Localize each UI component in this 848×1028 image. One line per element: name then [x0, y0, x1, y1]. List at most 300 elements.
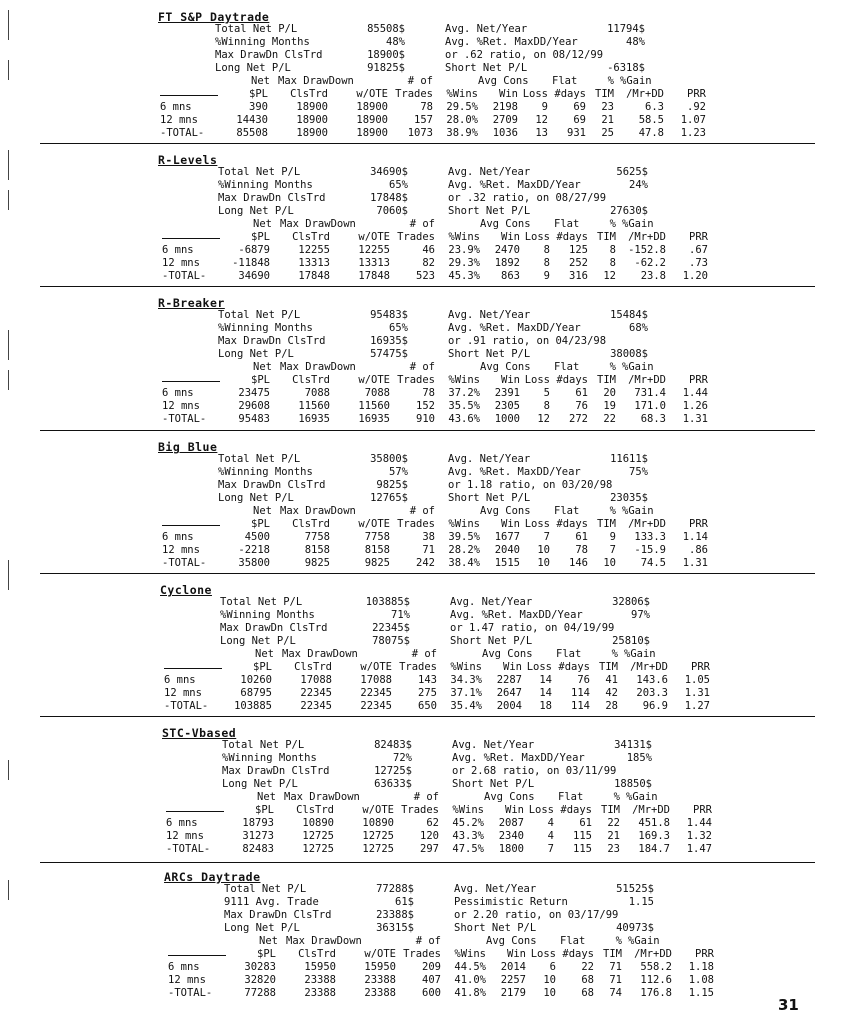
cell-period: 6 mns [160, 101, 192, 113]
header-pct-gain: %Gain [622, 361, 654, 373]
summary-label: Max DrawDn ClsTrd [218, 192, 326, 204]
cell-trades: 1073 [407, 127, 433, 139]
cell-period: 12 mns [168, 974, 206, 986]
cell-period: 12 mns [162, 544, 200, 556]
cell-wins: 43.3% [452, 830, 484, 842]
header-max-drawdown: Max DrawDown [282, 648, 358, 660]
cell-prr: 1.44 [686, 817, 712, 829]
section-divider [40, 286, 815, 287]
section-divider [40, 143, 815, 144]
cell-period: 6 mns [162, 387, 194, 399]
cell-wins: 41.8% [454, 987, 486, 999]
summary-value: 65% [389, 179, 408, 191]
header-avg-cons: Avg Cons [486, 935, 537, 947]
cell-cons: 4 [547, 817, 554, 829]
cell-cons: 8 [543, 257, 550, 269]
cell-wins: 41.0% [454, 974, 486, 986]
header-num-of: # of [409, 218, 435, 230]
summary-label: Max DrawDn ClsTrd [215, 49, 323, 61]
cell-trades: 38 [422, 531, 435, 543]
summary-right-label: or .62 ratio, on 08/12/99 [445, 49, 604, 61]
cell-gain: 58.5 [638, 114, 664, 126]
header-underline [162, 525, 220, 526]
header-win: Win [503, 661, 522, 673]
cell-days: 68 [581, 987, 594, 999]
header-clstrd: ClsTrd [296, 804, 334, 816]
cell-gain: 133.3 [634, 531, 666, 543]
header-underline [160, 95, 218, 96]
cell-gain: 169.3 [638, 830, 670, 842]
header-tim: TIM [595, 88, 614, 100]
header-prr: PRR [695, 948, 714, 960]
header-wote: w/OTE [358, 518, 390, 530]
cell-tim: 20 [603, 387, 616, 399]
cell-days: 69 [573, 101, 586, 113]
cell-clstrd: 22345 [300, 687, 332, 699]
cell-gain: 47.8 [638, 127, 664, 139]
header-pct: % [615, 935, 622, 947]
summary-value: 103885$ [365, 596, 410, 608]
cell-net: 31273 [242, 830, 274, 842]
summary-right-label: Avg. Net/Year [452, 739, 535, 751]
summary-label: Long Net P/L [224, 922, 300, 934]
cell-wote: 18900 [356, 101, 388, 113]
cell-wins: 23.9% [448, 244, 480, 256]
cell-win: 2391 [494, 387, 520, 399]
header-max-drawdown: Max DrawDown [278, 75, 354, 87]
cell-clstrd: 18900 [296, 127, 328, 139]
cell-clstrd: 7758 [304, 531, 330, 543]
summary-label: Total Net P/L [224, 883, 307, 895]
header-tim: TIM [597, 518, 616, 530]
cell-days: 114 [571, 700, 590, 712]
cell-clstrd: 12725 [302, 843, 334, 855]
summary-right-label: or 2.20 ratio, on 03/17/99 [454, 909, 619, 921]
summary-right-label: Avg. Net/Year [454, 883, 537, 895]
header-wote: w/OTE [358, 374, 390, 386]
cell-cons: 10 [543, 987, 556, 999]
header-max-drawdown: Max DrawDown [286, 935, 362, 947]
summary-right-label: or .91 ratio, on 04/23/98 [448, 335, 607, 347]
summary-value: 77288$ [376, 883, 414, 895]
cell-tim: 22 [603, 413, 616, 425]
header-loss: Loss [530, 948, 556, 960]
header-loss: Loss [528, 804, 554, 816]
header-wote: w/OTE [356, 88, 388, 100]
cell-tim: 12 [603, 270, 616, 282]
summary-right-label: or .32 ratio, on 08/27/99 [448, 192, 607, 204]
cell-prr: 1.20 [682, 270, 708, 282]
cell-wote: 17088 [360, 674, 392, 686]
cell-tim: 21 [607, 830, 620, 842]
summary-label: %Winning Months [218, 466, 313, 478]
header-underline [162, 238, 220, 239]
summary-value: 18900$ [367, 49, 405, 61]
header-tim: TIM [603, 948, 622, 960]
header-underline [164, 668, 222, 669]
cell-wins: 34.3% [450, 674, 482, 686]
summary-label: Total Net P/L [218, 453, 301, 465]
strategy-section [0, 153, 848, 293]
summary-label: %Winning Months [222, 752, 317, 764]
header-avg-cons: Avg Cons [480, 218, 531, 230]
cell-win: 2305 [494, 400, 520, 412]
header-spl: $PL [251, 374, 270, 386]
header-mrdd: /Mr+DD [630, 661, 668, 673]
header-loss: Loss [524, 374, 550, 386]
header-wins: %Wins [454, 948, 486, 960]
summary-label: Max DrawDn ClsTrd [220, 622, 328, 634]
cell-prr: 1.05 [684, 674, 710, 686]
summary-value: 23388$ [376, 909, 414, 921]
cell-net: 77288 [244, 987, 276, 999]
cell-wins: 45.3% [448, 270, 480, 282]
cell-gain: 171.0 [634, 400, 666, 412]
header-prr: PRR [693, 804, 712, 816]
cell-wote: 16935 [358, 413, 390, 425]
summary-right-label: Avg. Net/Year [448, 309, 531, 321]
summary-value: 57% [389, 466, 408, 478]
header-avg-cons: Avg Cons [478, 75, 529, 87]
cell-wins: 28.0% [446, 114, 478, 126]
header-flat: Flat [554, 218, 580, 230]
cell-cons: 12 [537, 413, 550, 425]
summary-label: 9111 Avg. Trade [224, 896, 319, 908]
cell-clstrd: 9825 [304, 557, 330, 569]
cell-days: 69 [573, 114, 586, 126]
cell-gain: 184.7 [638, 843, 670, 855]
header-trades: Trades [395, 88, 433, 100]
summary-right-value: 23035$ [610, 492, 648, 504]
summary-right-value: 34131$ [614, 739, 652, 751]
cell-days: 114 [571, 687, 590, 699]
cell-wins: 38.9% [446, 127, 478, 139]
summary-right-label: or 2.68 ratio, on 03/11/99 [452, 765, 617, 777]
margin-mark [8, 330, 9, 360]
summary-right-label: Avg. %Ret. MaxDD/Year [448, 179, 581, 191]
cell-wote: 9825 [364, 557, 390, 569]
header-wins: %Wins [448, 374, 480, 386]
cell-days: 931 [567, 127, 586, 139]
cell-days: 125 [569, 244, 588, 256]
cell-tim: 21 [601, 114, 614, 126]
summary-value: 85508$ [367, 23, 405, 35]
cell-net: -11848 [232, 257, 270, 269]
cell-cons: 18 [539, 700, 552, 712]
cell-wote: 22345 [360, 700, 392, 712]
cell-days: 61 [579, 817, 592, 829]
cell-wote: 23388 [364, 974, 396, 986]
cell-period: -TOTAL- [166, 843, 211, 855]
margin-mark [8, 10, 9, 40]
cell-gain: -152.8 [628, 244, 666, 256]
cell-trades: 62 [426, 817, 439, 829]
header-num-of: # of [409, 505, 435, 517]
summary-value: 35800$ [370, 453, 408, 465]
cell-win: 1036 [492, 127, 518, 139]
header-num-of: # of [411, 648, 437, 660]
cell-cons: 9 [543, 270, 550, 282]
cell-days: 61 [575, 387, 588, 399]
cell-net: 10260 [240, 674, 272, 686]
cell-wins: 39.5% [448, 531, 480, 543]
cell-trades: 650 [418, 700, 437, 712]
cell-wote: 7758 [364, 531, 390, 543]
strategy-section [0, 583, 848, 723]
header-spl: $PL [251, 518, 270, 530]
section-divider [40, 573, 815, 574]
summary-right-label: Avg. %Ret. MaxDD/Year [450, 609, 583, 621]
margin-mark [8, 880, 9, 900]
header-underline [168, 955, 226, 956]
cell-trades: 157 [414, 114, 433, 126]
cell-gain: 731.4 [634, 387, 666, 399]
summary-right-value: 18850$ [614, 778, 652, 790]
header-wins: %Wins [452, 804, 484, 816]
summary-right-label: or 1.47 ratio, on 04/19/99 [450, 622, 615, 634]
cell-win: 1800 [498, 843, 524, 855]
header-win: Win [501, 518, 520, 530]
summary-right-value: 185% [626, 752, 652, 764]
summary-right-value: 1.15 [628, 896, 654, 908]
cell-trades: 78 [422, 387, 435, 399]
summary-label: Long Net P/L [222, 778, 298, 790]
cell-cons: 8 [543, 400, 550, 412]
header-wote: w/OTE [362, 804, 394, 816]
header-pct: % [609, 361, 616, 373]
strategy-section [0, 10, 848, 150]
header-days: #days [556, 518, 588, 530]
cell-cons: 12 [535, 114, 548, 126]
cell-days: 68 [581, 974, 594, 986]
cell-clstrd: 18900 [296, 101, 328, 113]
summary-right-value: 97% [631, 609, 650, 621]
cell-win: 2198 [492, 101, 518, 113]
cell-period: 12 mns [162, 400, 200, 412]
cell-prr: 1.31 [682, 413, 708, 425]
cell-days: 115 [573, 843, 592, 855]
header-days: #days [556, 374, 588, 386]
header-pct: % [611, 648, 618, 660]
header-max-drawdown: Max DrawDown [284, 791, 360, 803]
header-days: #days [560, 804, 592, 816]
header-mrdd: /Mr+DD [628, 518, 666, 530]
cell-wins: 37.1% [450, 687, 482, 699]
header-flat: Flat [554, 361, 580, 373]
header-clstrd: ClsTrd [292, 374, 330, 386]
cell-trades: 46 [422, 244, 435, 256]
cell-net: 14430 [236, 114, 268, 126]
summary-right-label: Short Net P/L [452, 778, 535, 790]
cell-cons: 5 [543, 387, 550, 399]
header-pct: % [609, 505, 616, 517]
cell-prr: .73 [689, 257, 708, 269]
header-tim: TIM [599, 661, 618, 673]
header-mrdd: /Mr+DD [628, 374, 666, 386]
cell-clstrd: 17848 [298, 270, 330, 282]
summary-right-label: Pessimistic Return [454, 896, 568, 908]
strategy-section [0, 440, 848, 580]
cell-period: 6 mns [162, 531, 194, 543]
strategy-title: FT S&P Daytrade [158, 10, 270, 24]
cell-days: 146 [569, 557, 588, 569]
cell-trades: 297 [420, 843, 439, 855]
cell-cons: 9 [541, 101, 548, 113]
summary-label: Long Net P/L [218, 492, 294, 504]
summary-right-value: 75% [629, 466, 648, 478]
cell-tim: 71 [609, 974, 622, 986]
summary-label: Total Net P/L [215, 23, 298, 35]
header-prr: PRR [689, 518, 708, 530]
cell-wote: 12255 [358, 244, 390, 256]
cell-net: 29608 [238, 400, 270, 412]
strategy-title: Cyclone [160, 583, 212, 597]
cell-wins: 35.4% [450, 700, 482, 712]
cell-tim: 74 [609, 987, 622, 999]
summary-right-label: Short Net P/L [448, 205, 531, 217]
summary-right-label: Avg. Net/Year [450, 596, 533, 608]
summary-label: Long Net P/L [215, 62, 291, 74]
cell-wote: 22345 [360, 687, 392, 699]
header-wote: w/OTE [360, 661, 392, 673]
cell-win: 2647 [496, 687, 522, 699]
cell-tim: 25 [601, 127, 614, 139]
header-trades: Trades [403, 948, 441, 960]
cell-cons: 10 [537, 544, 550, 556]
cell-clstrd: 7088 [304, 387, 330, 399]
summary-right-label: or 1.18 ratio, on 03/20/98 [448, 479, 613, 491]
cell-net: 23475 [238, 387, 270, 399]
cell-cons: 6 [549, 961, 556, 973]
cell-period: 12 mns [164, 687, 202, 699]
cell-win: 2709 [492, 114, 518, 126]
summary-label: %Winning Months [218, 179, 313, 191]
cell-prr: 1.47 [686, 843, 712, 855]
cell-net: 4500 [244, 531, 270, 543]
cell-win: 2014 [500, 961, 526, 973]
cell-clstrd: 17088 [300, 674, 332, 686]
header-pct-gain: %Gain [628, 935, 660, 947]
cell-prr: 1.08 [688, 974, 714, 986]
cell-period: 6 mns [162, 244, 194, 256]
summary-label: Total Net P/L [220, 596, 303, 608]
header-net: Net [253, 505, 272, 517]
summary-right-value: 11794$ [607, 23, 645, 35]
cell-trades: 910 [416, 413, 435, 425]
header-pct-gain: %Gain [622, 505, 654, 517]
cell-prr: 1.15 [688, 987, 714, 999]
header-clstrd: ClsTrd [298, 948, 336, 960]
header-spl: $PL [249, 88, 268, 100]
cell-trades: 523 [416, 270, 435, 282]
cell-prr: 1.31 [684, 687, 710, 699]
cell-period: 6 mns [164, 674, 196, 686]
cell-win: 1677 [494, 531, 520, 543]
strategy-title: R-Levels [158, 153, 218, 167]
margin-mark [8, 760, 9, 780]
cell-win: 2257 [500, 974, 526, 986]
cell-days: 272 [569, 413, 588, 425]
summary-right-value: 25810$ [612, 635, 650, 647]
summary-value: 63633$ [374, 778, 412, 790]
cell-wote: 15950 [364, 961, 396, 973]
cell-win: 2004 [496, 700, 522, 712]
cell-gain: 96.9 [642, 700, 668, 712]
header-tim: TIM [601, 804, 620, 816]
cell-cons: 10 [543, 974, 556, 986]
cell-net: 30283 [244, 961, 276, 973]
cell-tim: 41 [605, 674, 618, 686]
cell-clstrd: 10890 [302, 817, 334, 829]
summary-label: Max DrawDn ClsTrd [224, 909, 332, 921]
cell-prr: 1.23 [680, 127, 706, 139]
cell-win: 863 [501, 270, 520, 282]
cell-wins: 29.3% [448, 257, 480, 269]
header-win: Win [499, 88, 518, 100]
cell-prr: .92 [687, 101, 706, 113]
cell-gain: 558.2 [640, 961, 672, 973]
cell-trades: 71 [422, 544, 435, 556]
section-divider [40, 716, 815, 717]
cell-period: -TOTAL- [162, 413, 207, 425]
margin-mark [8, 150, 9, 180]
header-spl: $PL [251, 231, 270, 243]
cell-clstrd: 12255 [298, 244, 330, 256]
header-win: Win [501, 374, 520, 386]
cell-gain: 143.6 [636, 674, 668, 686]
cell-prr: .67 [689, 244, 708, 256]
cell-win: 1000 [494, 413, 520, 425]
cell-tim: 42 [605, 687, 618, 699]
summary-right-label: Avg. Net/Year [445, 23, 528, 35]
header-num-of: # of [415, 935, 441, 947]
cell-prr: 1.31 [682, 557, 708, 569]
header-flat: Flat [554, 505, 580, 517]
cell-net: -6879 [238, 244, 270, 256]
strategy-title: ARCs Daytrade [164, 870, 261, 884]
cell-cons: 4 [547, 830, 554, 842]
summary-value: 82483$ [374, 739, 412, 751]
summary-value: 7060$ [376, 205, 408, 217]
margin-mark [8, 560, 9, 590]
cell-trades: 120 [420, 830, 439, 842]
header-days: #days [562, 948, 594, 960]
cell-tim: 9 [609, 531, 616, 543]
header-pct: % [613, 791, 620, 803]
strategy-title: STC-Vbased [162, 726, 237, 740]
cell-tim: 23 [601, 101, 614, 113]
header-flat: Flat [552, 75, 578, 87]
header-num-of: # of [409, 361, 435, 373]
cell-trades: 275 [418, 687, 437, 699]
header-wins: %Wins [448, 518, 480, 530]
summary-label: Total Net P/L [218, 309, 301, 321]
cell-gain: 6.3 [645, 101, 664, 113]
cell-wins: 35.5% [448, 400, 480, 412]
header-pct-gain: %Gain [622, 218, 654, 230]
cell-tim: 28 [605, 700, 618, 712]
cell-clstrd: 11560 [298, 400, 330, 412]
cell-prr: 1.44 [682, 387, 708, 399]
summary-right-value: 15484$ [610, 309, 648, 321]
cell-cons: 8 [543, 244, 550, 256]
header-flat: Flat [558, 791, 584, 803]
cell-tim: 22 [607, 817, 620, 829]
cell-net: 68795 [240, 687, 272, 699]
cell-clstrd: 15950 [304, 961, 336, 973]
cell-net: 390 [249, 101, 268, 113]
cell-win: 2287 [496, 674, 522, 686]
